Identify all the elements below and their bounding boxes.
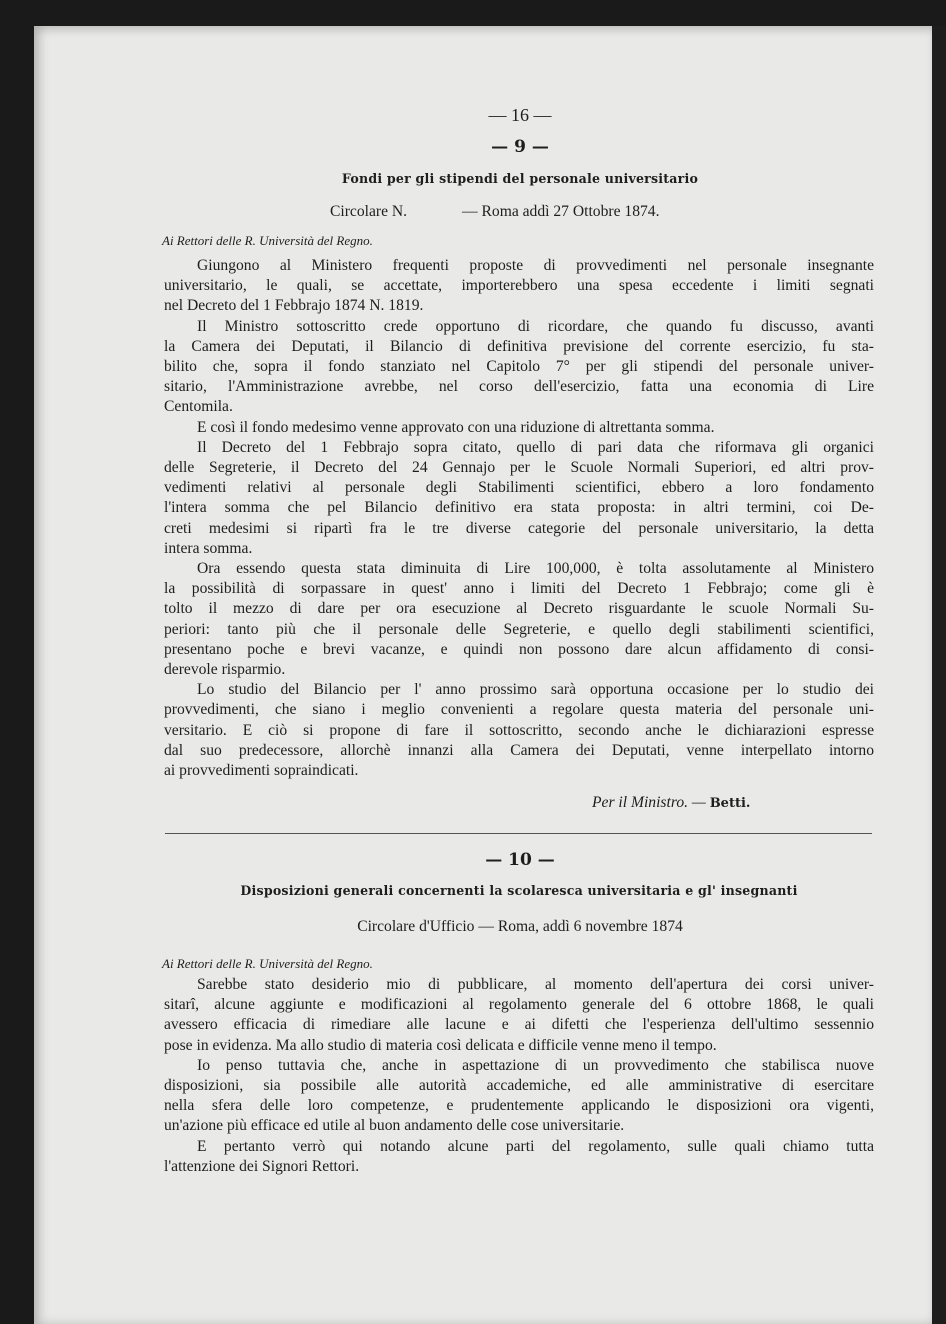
section-10-title: Disposizioni generali concernenti la scolaresca universitaria e gl' insegnanti xyxy=(240,883,798,898)
text-line: bilito che, sopra il fondo stanziato nel Capitolo 7° per gli stipendi del personale univer- xyxy=(164,358,874,375)
text-line: intera somma. xyxy=(164,539,253,557)
text-line: Il Ministro sottoscritto crede opportuno di ricordare, che quando fu discusso, avanti xyxy=(197,317,874,335)
section-9-address: Ai Rettori delle R. Università del Regno. xyxy=(162,233,373,248)
text-line: nel Decreto del 1 Febbrajo 1874 N. 1819. xyxy=(164,297,424,315)
section-9-number: — 9 — xyxy=(491,137,549,157)
section-divider xyxy=(165,833,872,834)
text-line: l'attenzione dei Signori Rettori. xyxy=(164,1157,360,1175)
text-line: periori: tanto più che il personale delle Segreterie, e quello degli stabilimenti scientifici, xyxy=(164,620,874,638)
text-line: dal suo predecessore, allorchè innanzi alla Camera dei Deputati, venne interpellato intorno xyxy=(164,741,874,759)
text-line: Il Decreto del 1 Febbrajo sopra citato, quello di pari data che riformava gli organici xyxy=(197,438,874,456)
page-number: — 16 — xyxy=(488,105,552,125)
text-line: creti medesimi si ripartì fra le tre diverse categorie del personale universitario, la detta xyxy=(164,519,874,537)
text-line: pose in evidenza. Ma allo studio di materia così delicata e difficile venne meno il tempo. xyxy=(164,1036,717,1054)
text-line: provvedimenti, che siano i meglio convenienti a regolare questa materia del personale uni- xyxy=(164,701,874,719)
section-9-signature xyxy=(592,793,750,814)
text-line: derevole risparmio. xyxy=(164,661,286,678)
text-line: Ora essendo questa stata diminuita di Lire 100,000, è tolta assolutamente al Ministero xyxy=(197,560,874,577)
text-line: tolto il mezzo di dare per ora esecuzione al Decreto risguardante le scuole Normali Su- xyxy=(164,600,874,618)
section-9-date: — Roma addì 27 Ottobre 1874. xyxy=(462,203,660,220)
text-line: avessero efficacia di rimediare alle lacune e ai difetti che l'esperienza dell'ultimo sessennio xyxy=(164,1016,874,1034)
section-9-circolare: Circolare N. xyxy=(330,203,408,220)
text-line: nella sfera delle loro competenze, e prudentemente applicando le disposizioni ora vigenti, xyxy=(164,1097,874,1115)
text-line: ai provvedimenti sopraindicati. xyxy=(164,762,359,779)
text-line: presentano poche e brevi vacanze, e quindi non possono dare alcun affidamento di consi- xyxy=(164,640,874,658)
signature-prefix: Per il Ministro. — xyxy=(592,794,706,811)
signature-name: Betti. xyxy=(709,796,751,811)
text-line: vedimenti relativi al personale degli Stabilimenti scientifici, ebbero a loro fondamento xyxy=(164,479,874,497)
text-line: universitario, le quali, se accettate, importerebbero una spesa eccedente i limiti segnati xyxy=(164,277,874,295)
text-line: versitario. E ciò si propone di fare il sottoscritto, secondo anche le dichiarazioni espresse xyxy=(164,721,874,739)
text-line: l'intera somma che pel Bilancio definitivo era stata proposta: in altri termini, coi De- xyxy=(164,499,874,517)
text-line: Giungono al Ministero frequenti proposte di provvedimenti nel personale insegnante xyxy=(197,257,874,274)
text-line: disposizioni, sia possibile alle autorità accademiche, ed alle amministrative di esercitare xyxy=(164,1077,874,1094)
scan-left-border xyxy=(0,0,34,1324)
text-line: Io penso tuttavia che, anche in aspettazione di un provvedimento che stabilisca nuove xyxy=(197,1056,874,1074)
text-line: Centomila. xyxy=(164,398,233,416)
text-line: la Camera dei Deputati, il Bilancio di definitiva previsione del corrente esercizio, fu sta- xyxy=(164,337,874,355)
text-line: sitario, l'Amministrazione avrebbe, nel corso dell'esercizio, fatta una economia di Lire xyxy=(164,378,874,396)
text-line: sitarî, alcune aggiunte e modificazioni al regolamento generale del 6 ottobre 1868, le quali xyxy=(164,996,874,1014)
text-line: la possibilità di sorpassare in quest' anno i limiti del Decreto 1 Febbrajo; come gli è xyxy=(164,580,874,598)
section-9-title: Fondi per gli stipendi del personale universitario xyxy=(341,171,699,186)
section-10-circolare: Circolare d'Ufficio — Roma, addì 6 novembre 1874 xyxy=(357,918,683,935)
text-line: Lo studio del Bilancio per l' anno prossimo sarà opportuna occasione per lo studio dei xyxy=(197,681,874,699)
text-line: E così il fondo medesimo venne approvato con una riduzione di altrettanta somma. xyxy=(197,418,715,436)
text-line: Sarebbe stato desiderio mio di pubblicare, al momento dell'apertura dei corsi univer- xyxy=(197,976,874,993)
section-10-number: — 10 — xyxy=(485,850,555,870)
scan-top-border xyxy=(0,0,946,26)
text-line: un'azione più efficace ed utile al buon andamento delle cose universitarie. xyxy=(164,1117,625,1135)
text-line: delle Segreterie, il Decreto del 24 Gennajo per le Scuole Normali Superiori, ed altri prov- xyxy=(164,459,874,476)
section-10-address: Ai Rettori delle R. Università del Regno. xyxy=(162,956,373,971)
text-line: E pertanto verrò qui notando alcune parti del regolamento, sulle quali chiamo tutta xyxy=(197,1137,874,1155)
